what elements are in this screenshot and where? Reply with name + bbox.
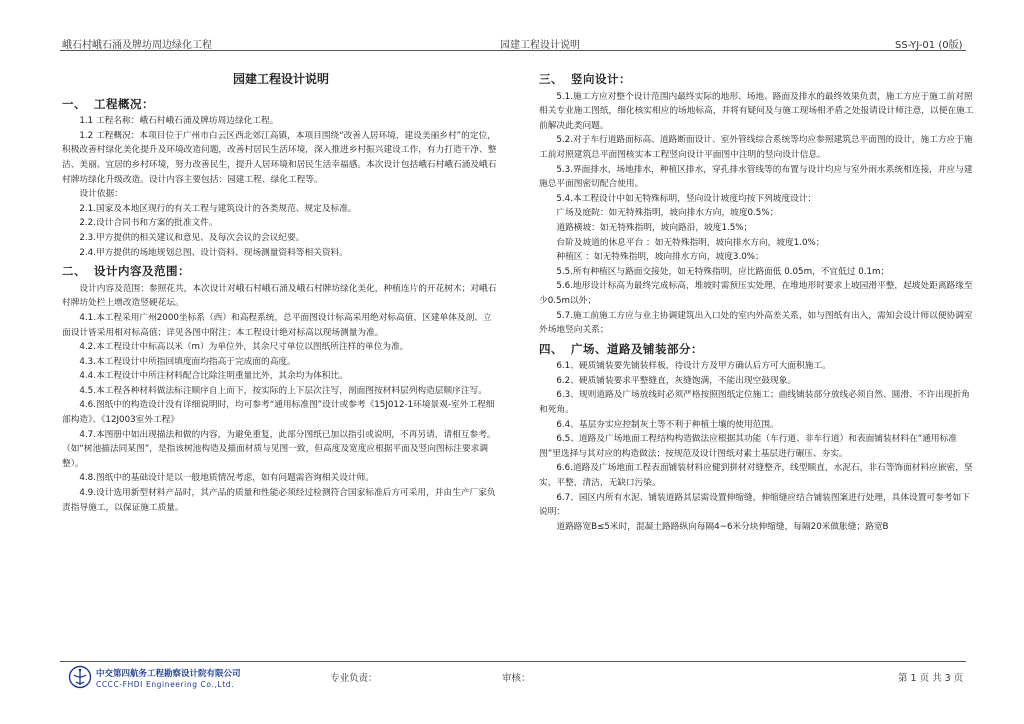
section-heading-2: 二、 设计内容及范围： <box>62 264 190 279</box>
paragraph: 5.7.施工前施工方应与业主协调建筑出入口处的室内外高差关系，如与图纸有出入，需知会设计师以便协调室外场地竖向关系； <box>539 310 973 336</box>
company-name-cn: 中交第四航务工程勘察设计院有限公司 <box>96 669 241 679</box>
paragraph: 4.4.本工程设计中所注材料配合比除注明重量比外，其余均为体积比。 <box>79 371 348 382</box>
paragraph: 设计依据： <box>79 189 123 200</box>
header-project: 峨石村峨石涌及牌坊周边绿化工程 <box>62 40 212 51</box>
paragraph: 5.5.所有种植区与路面交接处，如无特殊指明，应比路面低 0.05m，不宜低过 0.1m； <box>556 266 890 277</box>
paragraph: 6.4、基层夯实应控制灰土等不利于种植土壤的使用范围。 <box>556 419 779 430</box>
list-item: 广场及庭院：如无特殊指明，坡向排水方向，坡度0.5%； <box>556 208 779 219</box>
right-column <box>539 66 977 534</box>
company-logo-icon <box>68 665 92 689</box>
paragraph: 5.2.对于车行道路面标高、道路断面设计、室外管线综合系统等均应参照建筑总平面图的设计，施工方应于施工前对照建筑总平面图核实本工程竖向设计平面图中注明的竖向设计信息。 <box>539 135 973 160</box>
paragraph: 4.6.图纸中的构造设计没有详细说明时，均可参考“通用标准图”设计或参考《15J012-1环境景观-室外工程细部构造》、《12J003室外工程》 <box>62 400 495 426</box>
list-item: 2.4.甲方提供的场地规划总图、设计资料、现场测量资料等相关资料。 <box>79 247 348 258</box>
list-item: 2.1.国家及本地区现行的有关工程与建筑设计的各类规范、规定及标准。 <box>79 203 357 214</box>
reviewer-label: 审核： <box>502 673 531 684</box>
paragraph: 6.6.道路及广场地面工程表面铺装材料应健到拼材对缝整齐，线型顺直，水泥石，非石等饰面材料应嵌密，坚实，平整，清洁，无缺口污染。 <box>539 463 973 489</box>
paragraph: 4.3.本工程设计中所指回填度面均指高于完成面的高度。 <box>79 356 296 367</box>
paragraph: 1.2 工程概况：本项目位于广州市白云区西北郊江高镇，本项目围绕“改善人居环境，建设美丽乡村”的定位，积极改善村绿化美化提升及环境改造问题，改善村居民生活环境，深入推进乡村振兴建设工作，有力打造干净、整洁、美丽、宜居的乡村环境，努力改善民生，提升人居环境和居民生活幸福感。本次设计包括峨石村峨石涌及峨石村牌坊绿化升级改造。设计内容主要包括：园建工程、绿化工程等。 <box>62 130 497 185</box>
company-name-en: CCCC-FHDI Engineering Co.,Ltd. <box>96 680 235 689</box>
list-item: 台阶及坡道的休息平台 ：如无特殊指明，坡向排水方向，坡度1.0%； <box>556 237 825 248</box>
paragraph: 6.5、道路及广场地面工程结构构造做法应根据其功能（车行道、非车行道）和表面铺装材料在“通用标准图”里选择与其对应的构造做法；按规范及设计图纸对素土基层进行碾压、夯实。 <box>539 434 957 459</box>
paragraph: 6.2、硬质铺装要求平整缝直，灰缝饱满，不能出现空鼓现象。 <box>556 375 797 386</box>
left-column <box>62 66 500 515</box>
paragraph: 6.3、规则道路及广场放线时必须严格按照图纸定位施工；曲线铺装部分放线必须自然、圆滑、不许出现折角和死角。 <box>539 390 970 416</box>
paragraph: 5.4.本工程设计中如无特殊标明，竖向设计坡度均按下列坡度设计： <box>556 193 817 204</box>
header-rule <box>60 50 966 51</box>
paragraph: 6.7、园区内所有水泥、铺装道路其层需设置伸缩缝，伸缩缝应结合铺装图案进行处理，具体设置可参考如下说明： <box>539 492 970 518</box>
section-heading-3: 三、 竖向设计： <box>539 72 631 86</box>
section-heading-1: 一、 工程概况： <box>62 96 154 111</box>
paragraph: 道路路宽B≤5米时，混凝土路路纵向每隔4~6米分块伸缩缝，每隔20米做胀缝；路宽B <box>556 521 889 532</box>
paragraph: 6.1、硬质铺装要先铺装样板，待设计方及甲方确认后方可大面积施工。 <box>556 361 831 372</box>
paragraph: 4.8.图纸中的基础设计是以一般地质情况考虑，如有问题需咨询相关设计师。 <box>79 473 374 484</box>
header-drawing-no: SS-YJ-01 (0版) <box>895 40 963 51</box>
paragraph: 1.1 工程名称：峨石村峨石涌及牌坊周边绿化工程。 <box>79 116 279 127</box>
paragraph: 4.5.本工程各种材料做法标注顺序自上而下，按实际的上下层次注写，剖面图按材料层列构造层顺序注写。 <box>79 385 487 396</box>
list-item: 道路横坡：如无特殊指明，坡向路沿，坡度1.5%； <box>556 222 753 233</box>
responsible-label: 专业负责： <box>330 673 378 684</box>
page-title: 园建工程设计说明 <box>232 72 329 86</box>
section-heading-4: 四、 广场、道路及铺装部分： <box>539 341 703 356</box>
list-item: 2.2.设计合同书和方案的批准文件。 <box>79 218 218 229</box>
paragraph: 4.1.本工程采用广州2000坐标系（西）和高程系统，总平面图设计标高采用绝对标高值，区建单体及剖、立面设计皆采用相对标高值；详见各图中附注；本工程设计绝对标高以现场测量为准。 <box>62 312 492 338</box>
paragraph: 5.1.施工方应对整个设计范围内最终实际的地形、场地、路面及排水的最终效果负责，施工方应于施工前对照相关专业施工图纸，细化核实相应的场地标高，并将有疑问及与施工现场相矛盾之处报请设计师注意，以便在施工前解决此类问题。 <box>539 91 974 131</box>
list-item: 2.3.甲方提供的相关建议和意见、及每次会议的会议纪要。 <box>79 232 305 243</box>
header-doc-name: 园建工程设计说明 <box>500 40 580 51</box>
paragraph: 5.3.界面排水，场地排水，种植区排水，穿孔排水管线等的布置与设计均应与室外雨水系统相连接，并应与建施总平面图密切配合使用。 <box>539 164 973 190</box>
paragraph: 4.7.本图册中如出现描法和做的内容，为避免重复，此部分图纸已加以指引或说明，不再另请，请相互参考。（如“树池描法同某图”，是指该树池构造及描面材质与见图一致，但高度及宽度应根据平面及竖向图标注要求调整）。 <box>62 429 496 469</box>
footer-rule <box>60 661 966 662</box>
paragraph: 5.6.地形设计标高为最终完成标高，堆坡时需预压实处理，在堆地形时要求上坡园滑平整，起坡处距离路缘至少0.5m以外； <box>539 281 973 306</box>
page-number: 第 1 页 共 3 页 <box>898 673 964 684</box>
paragraph: 4.9.设计选用新型材料产品时，其产品的质量和性能必须经过检测符合国家标准后方可采用，并由生产厂家负责指导施工，以保证施工质量。 <box>62 488 496 513</box>
list-item: 种植区 ：如无特殊指明，坡向排水方向，坡度3.0%； <box>556 252 764 263</box>
paragraph: 设计内容及范围：参照花共，本次设计对峨石村峨石涌及峨石村牌坊绿化美化，种植连片的开花树木；对峨石村牌坊处栏上增改造竖硬花坛。 <box>62 283 497 309</box>
paragraph: 4.2.本工程设计中标高以米（m）为单位外，其余尺寸单位以图纸所注样的单位为准。 <box>79 342 409 353</box>
